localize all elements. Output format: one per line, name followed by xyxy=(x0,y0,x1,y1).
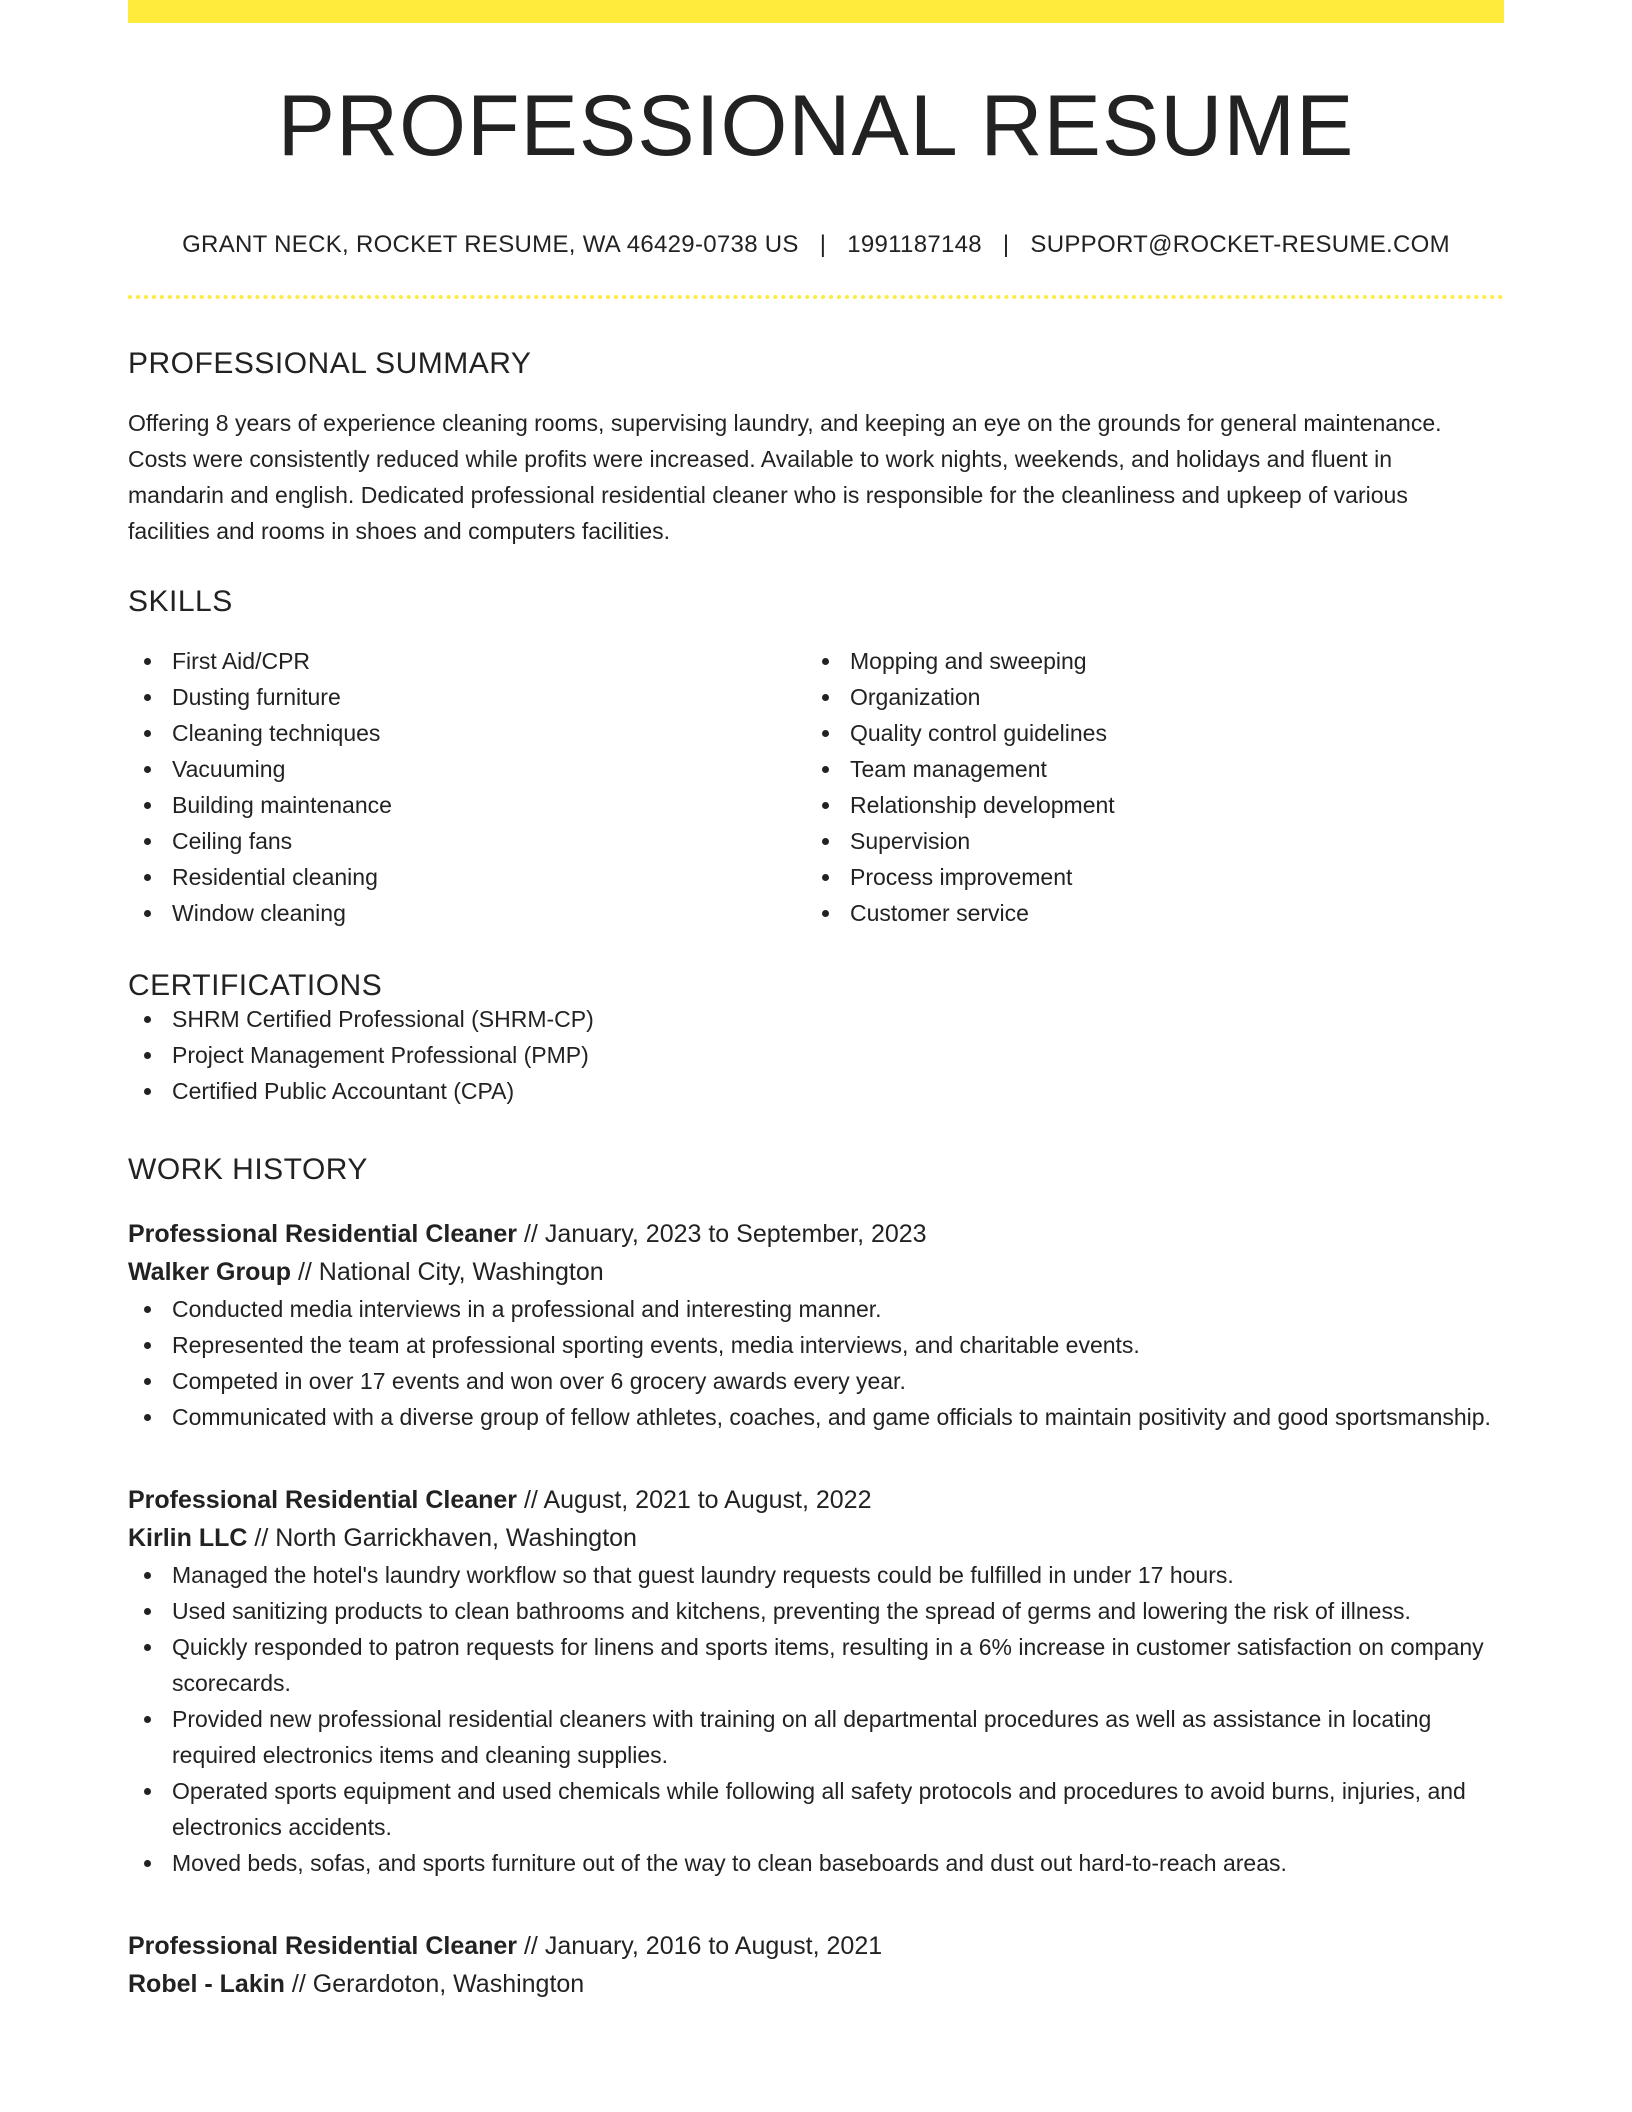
job-title-line xyxy=(128,1481,1504,1519)
job-divider: // xyxy=(517,1486,544,1514)
skill-item: Team management xyxy=(806,751,1484,787)
contact-line xyxy=(128,231,1504,259)
job-location: Gerardoton, Washington xyxy=(312,1970,585,1998)
job-company: Robel - Lakin xyxy=(128,1970,285,1998)
job-title-line xyxy=(128,1927,1504,1965)
summary-section xyxy=(128,349,1504,549)
skill-item: Cleaning techniques xyxy=(128,715,806,751)
job-bullet: Competed in over 17 events and won over 6 grocery awards every year. xyxy=(128,1363,1504,1399)
contact-phone: 1991187148 xyxy=(847,231,982,258)
job-company-line xyxy=(128,1519,1504,1557)
job-bullet: Provided new professional residential cleaners with training on all departmental procedures as well as assistance in locating required electronics items and cleaning supplies. xyxy=(128,1701,1504,1773)
job-bullet: Represented the team at professional sporting events, media interviews, and charitable events. xyxy=(128,1327,1504,1363)
job-bullet: Operated sports equipment and used chemicals while following all safety protocols and procedures to avoid burns, injuries, and electronics accidents. xyxy=(128,1773,1504,1845)
top-accent-bar xyxy=(128,0,1504,23)
skills-grid xyxy=(128,643,1504,931)
job-company-line xyxy=(128,1965,1504,2003)
skills-column-right xyxy=(806,643,1484,931)
job-divider: // xyxy=(247,1524,276,1552)
skill-item: Dusting furniture xyxy=(128,679,806,715)
contact-separator: | xyxy=(819,231,827,258)
contact-address: GRANT NECK, ROCKET RESUME, WA 46429-0738 US xyxy=(182,231,799,258)
job-divider: // xyxy=(517,1932,545,1960)
summary-heading: PROFESSIONAL SUMMARY xyxy=(128,347,532,380)
skills-column-left xyxy=(128,643,806,931)
certifications-list xyxy=(128,1001,1504,1109)
skill-item: Customer service xyxy=(806,895,1484,931)
dotted-divider xyxy=(128,295,1504,299)
certification-item: SHRM Certified Professional (SHRM-CP) xyxy=(128,1001,1504,1037)
skill-item: Mopping and sweeping xyxy=(806,643,1484,679)
skill-item: Process improvement xyxy=(806,859,1484,895)
skills-list-right xyxy=(806,643,1484,931)
skill-item: First Aid/CPR xyxy=(128,643,806,679)
skill-item: Window cleaning xyxy=(128,895,806,931)
job-company: Kirlin LLC xyxy=(128,1524,248,1552)
skills-list-left xyxy=(128,643,806,931)
job-entry xyxy=(128,1481,1504,1881)
job-bullet: Used sanitizing products to clean bathrooms and kitchens, preventing the spread of germs and lowering the risk of illness. xyxy=(128,1593,1504,1629)
job-location: North Garrickhaven, Washington xyxy=(275,1524,637,1552)
job-bullet-list xyxy=(128,1291,1504,1435)
skill-item: Building maintenance xyxy=(128,787,806,823)
job-divider: // xyxy=(284,1970,313,1998)
skill-item: Vacuuming xyxy=(128,751,806,787)
job-divider: // xyxy=(517,1220,545,1248)
job-bullet: Quickly responded to patron requests for linens and sports items, resulting in a 6% increase in customer satisfaction on company scorecards. xyxy=(128,1629,1504,1701)
certifications-section xyxy=(128,971,1504,1109)
contact-email: SUPPORT@ROCKET-RESUME.COM xyxy=(1030,231,1450,258)
job-bullet: Communicated with a diverse group of fellow athletes, coaches, and game officials to maintain positivity and good sportsmanship. xyxy=(128,1399,1504,1435)
summary-text: Offering 8 years of experience cleaning rooms, supervising laundry, and keeping an eye on the grounds for general maintenance. Costs were consistently reduced while profits were increased. Available to work nights, weekends, and holidays and fluent in mandarin and english. Dedicated professional residential cleaner who is responsible for the cleanliness and upkeep of various facilities and rooms in shoes and computers facilities. xyxy=(128,410,1442,544)
skill-item: Organization xyxy=(806,679,1484,715)
page-title: PROFESSIONAL RESUME xyxy=(277,78,1355,174)
job-dates: January, 2023 to September, 2023 xyxy=(544,1220,927,1248)
job-location: National City, Washington xyxy=(318,1258,604,1286)
job-bullet: Conducted media interviews in a professional and interesting manner. xyxy=(128,1291,1504,1327)
skill-item: Residential cleaning xyxy=(128,859,806,895)
job-title-line xyxy=(128,1215,1504,1253)
job-dates: August, 2021 to August, 2022 xyxy=(543,1486,872,1514)
certification-item: Certified Public Accountant (CPA) xyxy=(128,1073,1504,1109)
work-history-heading: WORK HISTORY xyxy=(128,1153,368,1186)
job-company: Walker Group xyxy=(128,1258,291,1286)
jobs-list xyxy=(128,1215,1504,2003)
work-history-section xyxy=(128,1155,1504,2003)
job-bullet-list xyxy=(128,1557,1504,1881)
skill-item: Ceiling fans xyxy=(128,823,806,859)
job-company-line xyxy=(128,1253,1504,1291)
job-title: Professional Residential Cleaner xyxy=(128,1932,518,1960)
contact-separator: | xyxy=(1002,231,1010,258)
skill-item: Relationship development xyxy=(806,787,1484,823)
job-dates: January, 2016 to August, 2021 xyxy=(544,1932,883,1960)
skills-section xyxy=(128,587,1504,931)
job-bullet: Managed the hotel's laundry workflow so that guest laundry requests could be fulfilled in under 17 hours. xyxy=(128,1557,1504,1593)
skills-heading: SKILLS xyxy=(128,585,233,618)
job-entry xyxy=(128,1215,1504,1435)
resume-page xyxy=(128,0,1504,2003)
skill-item: Supervision xyxy=(806,823,1484,859)
certification-item: Project Management Professional (PMP) xyxy=(128,1037,1504,1073)
job-divider: // xyxy=(291,1258,319,1286)
skill-item: Quality control guidelines xyxy=(806,715,1484,751)
job-entry xyxy=(128,1927,1504,2003)
job-title: Professional Residential Cleaner xyxy=(128,1220,518,1248)
job-title: Professional Residential Cleaner xyxy=(128,1486,518,1514)
job-bullet: Moved beds, sofas, and sports furniture out of the way to clean baseboards and dust out hard-to-reach areas. xyxy=(128,1845,1504,1881)
certifications-heading: CERTIFICATIONS xyxy=(128,969,383,1002)
